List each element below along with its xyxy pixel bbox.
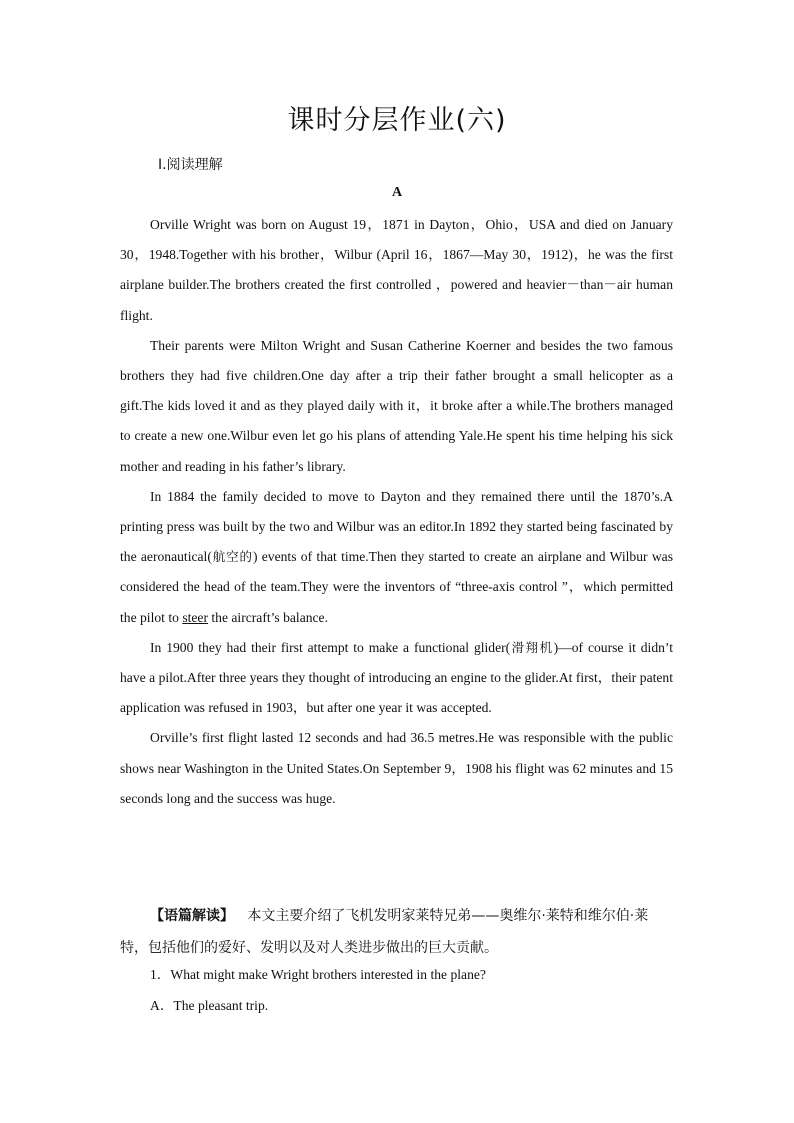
gloss-glider: 滑翔机 [510,639,554,655]
page-title: 课时分层作业(六) [287,105,507,136]
paragraph-2: Their parents were Milton Wright and Susan Catherine Koerner and besides the two famous brothers they had five children.One day after a trip their father brought a small helicopter as a gift.The kids loved it and as they played daily with it，it broke after a while.The brothers managed to create a new one.Wilbur even let go his plans of attending Yale.He spent his time helping his sick mother and reading in his father’s library. [120,337,673,474]
paragraph-3-part-c: the aircraft’s balance. [207,609,328,625]
paragraph-5: Orville’s first flight lasted 12 seconds and had 36.5 metres.He was responsible with the public shows near Washington in the United States.On September 9，1908 his flight was 62 minutes and 15 seconds long and the success was huge. [120,730,673,806]
section-label: Ⅰ.阅读理解 [158,157,223,173]
underlined-word-steer: steer [182,609,208,625]
passage-label: A [391,185,403,200]
analysis-text: 本文主要介绍了飞机发明家莱特兄弟——奥维尔·莱特和维尔伯·莱特，包括他们的爱好、发明以及对人类进步做出的巨大贡献。 [120,908,649,956]
paragraph-3-part-b: ) events of that time.Then they started to create an airplane and Wilbur was considered the head of the team.They were the inventors of “three-axis control ”，which permitted the pilot to [120,549,673,625]
paragraph-4-part-b: )—of course it didn’t have a pilot.After three years they thought of introducing an engine to the glider.At first，their patent application was refused in 1903，but after one year it was accepted. [120,639,673,716]
paragraph-4-part-a: In 1900 they had their first attempt to make a functional glider( [150,639,511,655]
question-1: 1．What might make Wright brothers interested in the plane? [150,967,486,982]
analysis-tag: 【语篇解读】 [150,908,234,924]
paragraph-3 [120,482,673,633]
paragraph-1: Orville Wright was born on August 19，1871 in Dayton，Ohio，USA and died on January 30，1948.Together with his brother，Wilbur (April 16，1867—May 30，1912)，he was the first airplane builder.The brothers created the first controlled ，powered and heavier－than－air human flight. [120,217,673,323]
passage-analysis [120,900,673,964]
question-1-option-a: A．The pleasant trip. [150,998,269,1013]
gloss-aeronautical: 航空的 [211,549,253,565]
passage-body [120,210,673,814]
paragraph-4 [120,633,673,724]
paragraph-3-part-a: In 1884 the family decided to move to Dayton and they remained there until the 1870’s.A printing press was built by the two and Wilbur was an editor.In 1892 they started being fascinated by the aeronautical( [120,488,673,565]
